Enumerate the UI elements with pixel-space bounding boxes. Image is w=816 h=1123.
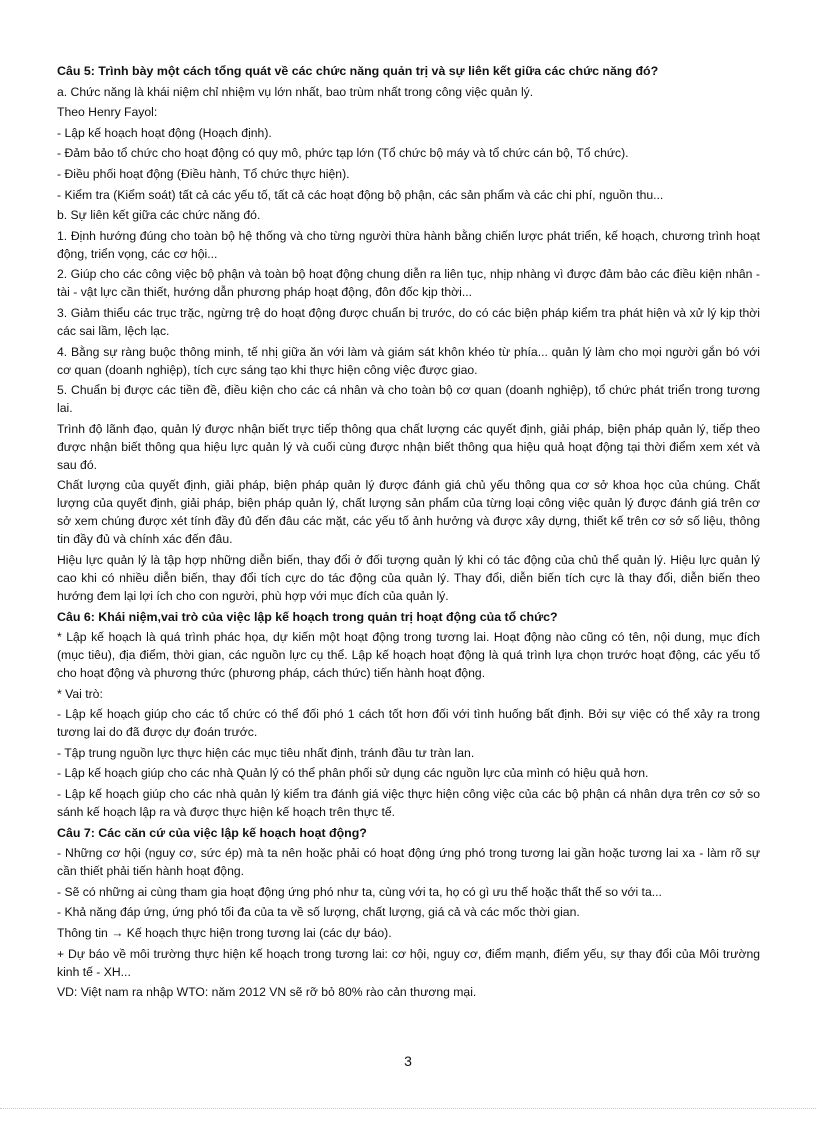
question-5-heading: Câu 5: Trình bày một cách tổng quát về các chức năng quản trị và sự liên kết giữa các chức năng đó? [57,64,659,78]
page-divider [0,1108,816,1109]
list-item: 2. Giúp cho các công việc bộ phận và toàn bộ hoạt động chung diễn ra liên tục, nhịp nhàng vì được đảm bảo các điều kiện nhân - tài - vật lực cần thiết, hướng dẫn phương pháp hoạt động, đôn đốc kịp thời... [57,267,760,300]
paragraph: * Vai trò: [57,686,103,701]
list-item: - Lập kế hoạch giúp cho các nhà quản lý kiểm tra đánh giá việc thực hiện công việc của các bộ phận cá nhân dựa trên cơ sở so sánh kế hoạch lập ra và được thực hiện kế hoạch trên thực tế. [57,787,760,820]
paragraph: Theo Henry Fayol: [57,105,158,120]
paragraph: Thông tin → Kế hoạch thực hiện trong tương lai (các dự báo). [57,926,392,941]
list-item: - Lập kế hoạch giúp cho các tổ chức có thể đối phó 1 cách tốt hơn đối với tình huống bất định. Bởi sự việc có thể xảy ra trong tương lai do đã được dự đoán trước. [57,707,760,740]
list-item: - Tập trung nguồn lực thực hiện các mục tiêu nhất định, tránh đầu tư tràn lan. [57,745,475,760]
list-item: 5. Chuẩn bị được các tiền đề, điều kiện cho các cá nhân và cho toàn bộ cơ quan (doanh nghiệp), tổ chức phát triển trong tương lai. [57,383,760,416]
list-item: - Đảm bảo tổ chức cho hoạt động có quy mô, phức tạp lớn (Tổ chức bộ máy và tổ chức cán bộ, Tổ chức). [57,146,629,161]
question-6-heading: Câu 6: Khái niệm,vai trò của việc lập kế hoạch trong quản trị hoạt động của tổ chức? [57,609,558,624]
list-item: - Sẽ có những ai cùng tham gia hoạt động ứng phó như ta, cùng với ta, họ có gì ưu thế hoặc thất thế so với ta... [57,884,662,899]
list-item: 4. Bằng sự ràng buộc thông minh, tế nhị giữa ăn với làm và giám sát khôn khéo từ phía... quản lý làm cho mọi người gắn bó với cơ quan (doanh nghiệp), tích cực sáng tạo khi thực hiện công việc được giao. [57,344,760,377]
paragraph: VD: Việt nam ra nhập WTO: năm 2012 VN sẽ rỡ bỏ 80% rào cản thương mại. [57,985,477,1000]
paragraph: Trình độ lãnh đạo, quản lý được nhận biết trực tiếp thông qua chất lượng các quyết định, giải pháp, biện pháp quản lý, tiếp theo được nhận biết thông qua hiệu lực quản lý và cuối cùng được nhận biết thông qua hiệu quả hoạt động tại thời điểm xem xét và sau đó. [57,421,760,472]
list-item: + Dự báo về môi trường thực hiện kế hoạch trong tương lai: cơ hội, nguy cơ, điểm mạnh, điểm yếu, sự thay đổi của Môi trường kinh tế - XH... [57,946,760,979]
list-item: - Những cơ hội (nguy cơ, sức ép) mà ta nên hoặc phải có hoạt động ứng phó trong tương lai gần hoặc tương lai xa - làm rõ sự cần thiết phải tiến hành hoạt động. [57,846,760,879]
list-item: - Khả năng đáp ứng, ứng phó tối đa của ta về số lượng, chất lượng, giá cả và các mốc thời gian. [57,905,580,920]
paragraph: a. Chức năng là khái niệm chỉ nhiệm vụ lớn nhất, bao trùm nhất trong công việc quản lý. [57,84,534,99]
question-7-heading: Câu 7: Các căn cứ của việc lập kế hoạch hoạt động? [57,825,367,840]
list-item: - Điều phối hoạt động (Điều hành, Tổ chức thực hiện). [57,166,350,181]
document-body [57,62,760,1004]
paragraph: Hiệu lực quản lý là tập hợp những diễn biến, thay đổi ở đối tượng quản lý khi có tác động của chủ thể quản lý. Hiệu lực quản lý cao khi có nhiều diễn biến, thay đổi tích cực do tác động của quản lý. Thay đổi, diễn biến tích cực là thay đổi, diễn biến theo hướng đem lại lợi ích cho con người, phù hợp với mục đích của quản lý. [57,552,760,603]
list-item: 1. Định hướng đúng cho toàn bộ hệ thống và cho từng người thừa hành bằng chiến lược phát triển, kế hoạch, chương trình hoạt động, triển vọng, các cơ hội... [57,228,760,261]
page-number: 3 [404,1053,412,1069]
paragraph: Chất lượng của quyết định, giải pháp, biện pháp quản lý được đánh giá chủ yếu thông qua cơ sở khoa học của chúng. Chất lượng của quyết định, giải pháp, biện pháp quản lý, chất lượng sản phẩm của từng loại công việc quản lý được đánh giá trên cơ sở xem chúng được xét tính đầy đủ đến đâu các mặt, các yếu tố ảnh hưởng và được xây dựng, thiết kế trên cơ sở số liệu, thông tin đầy đủ và chính xác đến đâu. [57,478,760,547]
list-item: - Lập kế hoạch giúp cho các nhà Quản lý có thể phân phối sử dụng các nguồn lực của mình có hiệu quả hơn. [57,766,649,781]
list-item: 3. Giảm thiểu các trục trặc, ngừng trệ do hoạt động được chuẩn bị trước, do có các biện pháp kiểm tra phát hiện và xử lý kịp thời các sai lầm, lệch lạc. [57,305,760,338]
list-item: - Kiểm tra (Kiểm soát) tất cả các yếu tố, tất cả các hoạt động bộ phận, các sản phẩm và các chi phí, nguồn thu... [57,187,664,202]
list-item: - Lập kế hoạch hoạt động (Hoạch định). [57,125,272,140]
paragraph: * Lập kế hoạch là quá trình phác họa, dự kiến một hoạt động trong tương lai. Hoạt động nào cũng có tên, nội dung, mục đích (mục tiêu), địa điểm, thời gian, các nguồn lực cụ thể. Lập kế hoạch hoạt động là quá trình lựa chọn trước hoạt động, các yếu tố cho hoạt động và phương thức (phương pháp, cách thức) tiến hành hoạt động. [57,630,760,681]
paragraph: b. Sự liên kết giữa các chức năng đó. [57,208,261,223]
